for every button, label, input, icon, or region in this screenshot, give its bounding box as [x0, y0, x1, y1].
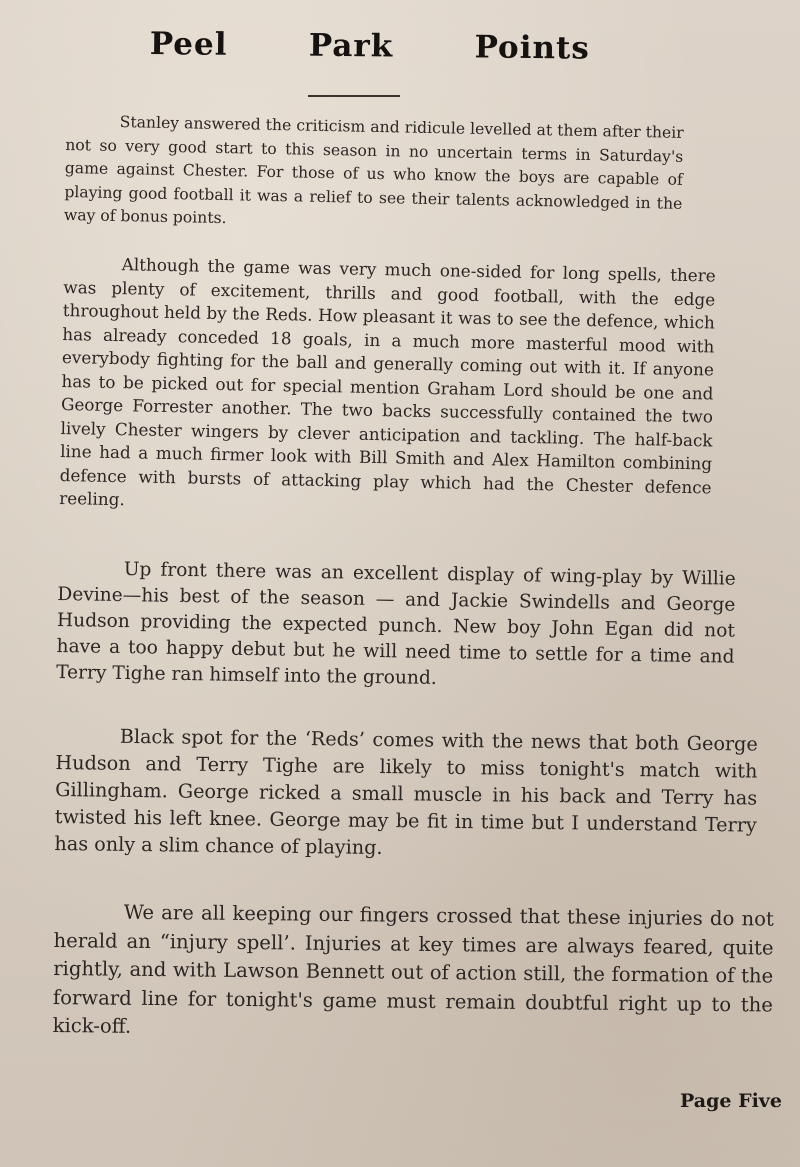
paragraph-intro: Stanley answered the criticism and ridicule levelled at them after their not so very good start to this season in no uncertain terms in Saturday's game against Chester. For those of us who know the boys are capable of playing good football it was a relief to see their talents acknowledged in the way of bonus points. — [63, 113, 684, 228]
title-word: Points — [474, 29, 590, 67]
page-number: Page Five — [680, 1090, 782, 1112]
page-title — [150, 26, 590, 67]
paragraph-attack: Up front there was an excellent display of wing-play by Willie Devine—his best of the season — and Jackie Swindells and George Hudson providing the expected punch. New boy John Egan did not have a too happy debut but he will need time to settle for a time and Terry Tighe ran himself into the ground. — [56, 559, 736, 689]
paragraph-injuries: Black spot for the ‘Reds’ comes with the news that both George Hudson and Terry Tighe are likely to miss tonight's match with Gillingham. George ricked a small muscle in his back and Terry has twisted his left knee. George may be fit in time but I understand Terry has only a slim chance of playing. — [54, 724, 758, 859]
title-word: Peel — [149, 26, 228, 63]
title-word: Park — [308, 27, 394, 65]
title-divider — [308, 95, 400, 97]
paragraph-outlook: We are all keeping our fingers crossed that these injuries do not herald an “injury spell’. Injuries at key times are always feared, quite rightly, and with Lawson Bennett out of action still, the formation of the forward line for tonight's game must remain doubtful right up to the kick-off. — [52, 900, 774, 1038]
paragraph-defence: Although the game was very much one-sided for long spells, there was plenty of excitement, thrills and good football, with the edge throughout held by the Reds. How pleasant it was to see the defence, which has already conceded 18 goals, in a much more masterful mood with everybody fighting for the ball and generally coming out with it. If anyone has to be picked out for special mention Graham Lord should be one and George Forrester another. The two backs successfully contained the two lively Chester wingers by clever anticipation and tackling. The half-back line had a much firmer look with Bill Smith and Alex Hamilton combining defence with bursts of attacking play which had the Chester defence reeling. — [59, 254, 716, 510]
